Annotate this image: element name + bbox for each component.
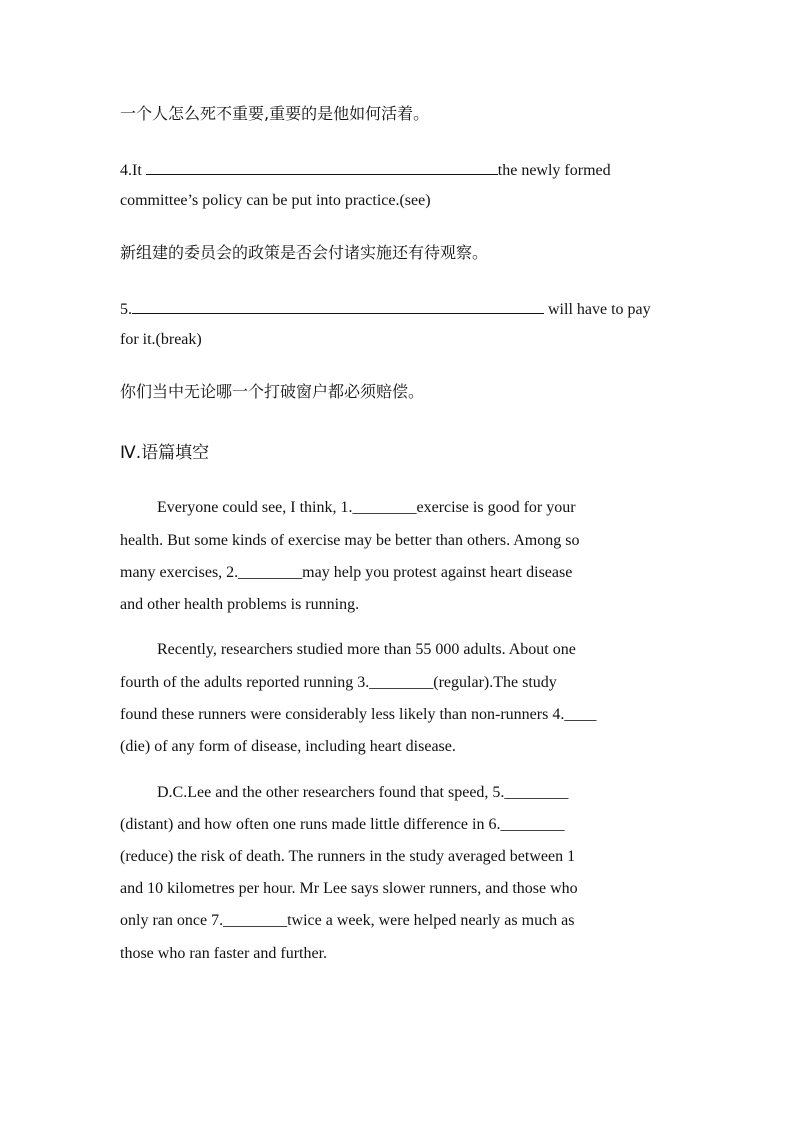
paragraph-1-line: many exercises, 2.________may help you protest against heart disease <box>120 564 573 581</box>
paragraph-3-line: those who ran faster and further. <box>120 945 328 962</box>
q5-answer-blank[interactable] <box>132 298 544 314</box>
paragraph-2-line: fourth of the adults reported running 3.________(regular).The study <box>120 674 557 691</box>
q4-prefix: 4.It <box>120 162 146 179</box>
paragraph-1-line: health. But some kinds of exercise may be better than others. Among so <box>120 532 580 549</box>
paragraph-2-line: found these runners were considerably less likely than non-runners 4.____ <box>120 706 597 723</box>
q4-line-2: committee’s policy can be put into practice.(see) <box>120 192 431 209</box>
paragraph-1-line: Everyone could see, I think, 1.________exercise is good for your <box>157 499 576 516</box>
paragraph-3-line: (distant) and how often one runs made little difference in 6.________ <box>120 816 565 833</box>
q5-line-2: for it.(break) <box>120 331 202 348</box>
paragraph-3-line: D.C.Lee and the other researchers found that speed, 5.________ <box>157 784 569 801</box>
section-heading: Ⅳ.语篇填空 <box>120 443 210 463</box>
q4-line-1 <box>120 159 680 181</box>
paragraph-3-line: (reduce) the risk of death. The runners in the study averaged between 1 <box>120 848 576 865</box>
paragraph-3-line: and 10 kilometres per hour. Mr Lee says slower runners, and those who <box>120 880 578 897</box>
paragraph-1-line: and other health problems is running. <box>120 596 360 613</box>
q5-translation: 你们当中无论哪一个打破窗户都必须赔偿。 <box>120 382 425 401</box>
q4-translation: 新组建的委员会的政策是否会付诸实施还有待观察。 <box>120 243 489 262</box>
q4-suffix: the newly formed <box>497 162 611 179</box>
paragraph-3-line: only ran once 7.________twice a week, were helped nearly as much as <box>120 912 575 929</box>
paragraph-2-line: (die) of any form of disease, including heart disease. <box>120 738 456 755</box>
q3-translation: 一个人怎么死不重要,重要的是他如何活着。 <box>120 104 430 123</box>
q5-prefix: 5. <box>120 301 132 318</box>
q4-answer-blank[interactable] <box>146 159 498 175</box>
paragraph-2-line: Recently, researchers studied more than 55 000 adults. About one <box>157 641 576 658</box>
q5-line-1 <box>120 298 680 320</box>
q5-suffix: will have to pay <box>544 301 651 318</box>
